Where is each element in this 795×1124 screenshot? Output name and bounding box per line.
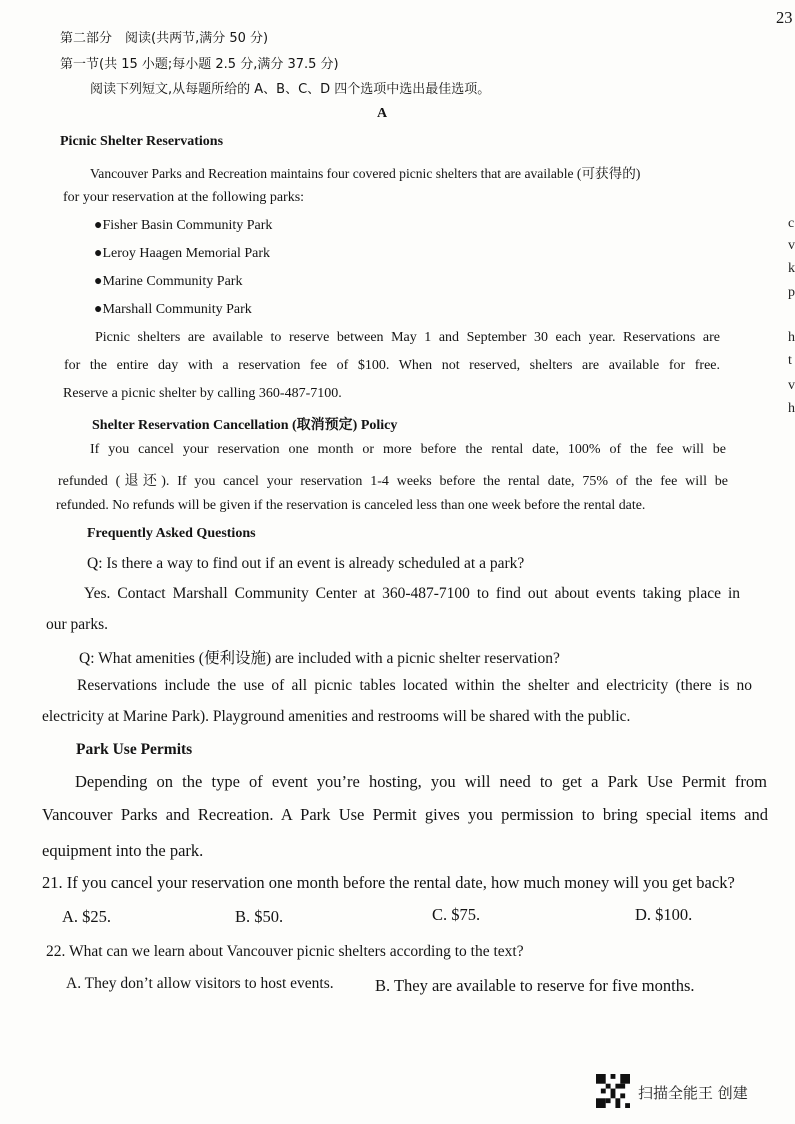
availability-text: Picnic shelters are available to reserve between May 1 and September 30 each year. Reservations are [95,330,720,345]
park-list-item: ●Marshall Community Park [94,302,252,317]
option-a: A. $25. [62,907,112,926]
qr-code-icon [596,1074,630,1108]
option-b: B. $50. [235,907,284,926]
park-list-item: ●Marine Community Park [94,274,243,289]
option-b: B. They are available to reserve for five months. [375,976,695,995]
margin-fragment: c [788,216,795,231]
cancellation-text: If you cancel your reservation one month or more before the rental date, 100% of the fee will be [90,442,726,457]
margin-fragment: h [788,330,795,345]
faq-answer: Reservations include the use of all picnic tables located within the shelter and electricity (there is no [77,677,752,694]
permit-heading: Park Use Permits [76,741,193,758]
page-number: 23 [776,8,793,27]
question-22-stem: 22. What can we learn about Vancouver picnic shelters according to the text? [46,943,524,960]
permit-text: Depending on the type of event you’re hosting, you will need to get a Park Use Permit from [75,772,767,791]
margin-fragment: h [788,401,795,416]
cancellation-heading: Shelter Reservation Cancellation (取消预定) Policy [92,418,398,433]
margin-fragment: v [788,238,795,253]
permit-text: Vancouver Parks and Recreation. A Park Use Permit gives you permission to bring special items and [42,805,768,824]
intro-line: for your reservation at the following parks: [63,190,305,205]
availability-text: Reserve a picnic shelter by calling 360-487-7100. [63,386,342,401]
margin-fragment: t [788,353,792,368]
scanner-label: 扫描全能王 创建 [638,1084,748,1102]
faq-question: Q: What amenities (便利设施) are included with a picnic shelter reservation? [79,650,560,667]
faq-answer: electricity at Marine Park). Playground amenities and restrooms will be shared with the public. [42,708,631,725]
faq-answer: Yes. Contact Marshall Community Center at 360-487-7100 to find out about events taking place in [84,585,740,602]
cancellation-text: refunded (退还). If you cancel your reservation 1-4 weeks before the rental date, 75% of the fee will be [58,474,728,489]
availability-text: for the entire day with a reservation fee of $100. When not reserved, shelters are available for free. [64,358,720,373]
cancellation-text: refunded. No refunds will be given if the reservation is canceled less than one week before the rental date. [56,498,646,513]
faq-heading: Frequently Asked Questions [87,526,256,541]
park-list-item: ●Fisher Basin Community Park [94,218,273,233]
margin-fragment: p [788,285,795,300]
question-21-stem: 21. If you cancel your reservation one month before the rental date, how much money will you get back? [42,873,735,892]
option-c: C. $75. [432,905,481,924]
passage-letter: A [377,106,388,121]
section-heading: 第一节(共 15 小题;每小题 2.5 分,满分 37.5 分) [60,57,339,72]
faq-question: Q: Is there a way to find out if an event is already scheduled at a park? [87,555,525,572]
part-heading: 第二部分 阅读(共两节,满分 50 分) [60,31,269,46]
margin-fragment: k [788,261,795,276]
margin-fragment: v [788,378,795,393]
park-list-item: ●Leroy Haagen Memorial Park [94,246,271,261]
passage-title: Picnic Shelter Reservations [60,134,224,149]
permit-text: equipment into the park. [42,841,204,860]
intro-line: Vancouver Parks and Recreation maintains four covered picnic shelters that are available (可获得的) [90,166,641,181]
faq-answer: our parks. [46,616,108,633]
option-a: A. They don’t allow visitors to host events. [66,975,334,992]
option-d: D. $100. [635,905,693,924]
instruction: 阅读下列短文,从每题所给的 A、B、C、D 四个选项中选出最佳选项。 [90,82,491,97]
